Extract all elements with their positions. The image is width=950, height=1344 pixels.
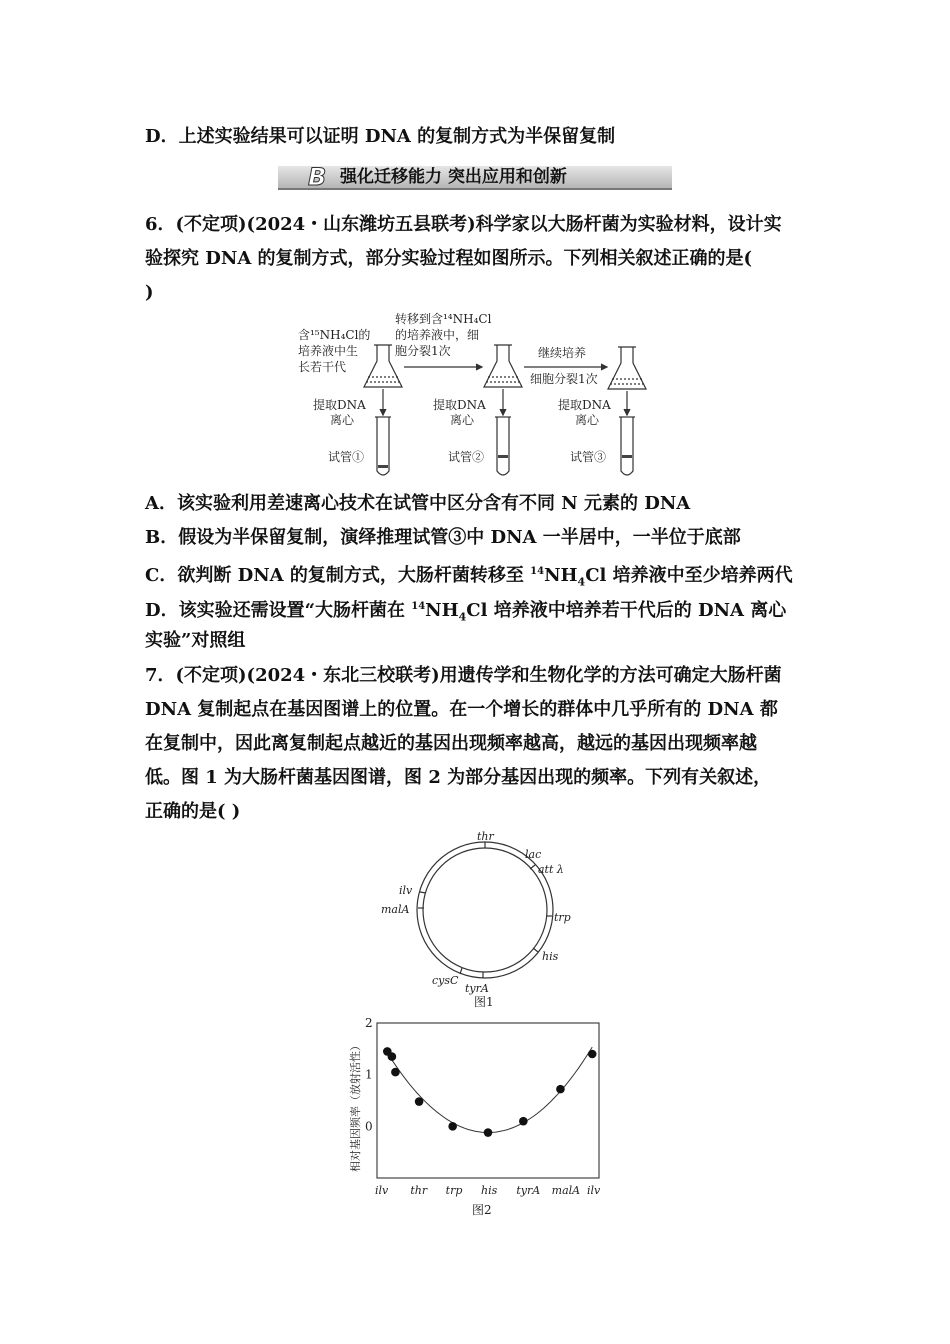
data-point xyxy=(588,1050,597,1059)
x-tick-label: ilv xyxy=(587,1184,601,1197)
q7-stem-line3: 在复制中，因此离复制起点越近的基因出现频率越高，越远的基因出现频率越 xyxy=(145,733,757,754)
arrow-transfer-head xyxy=(476,364,482,370)
y-tick-label: 2 xyxy=(365,1016,373,1030)
data-point xyxy=(448,1122,457,1131)
test-tube-2 xyxy=(497,417,509,475)
gene-label-trp: trp xyxy=(554,911,571,924)
x-tick-label: tyrA xyxy=(516,1184,541,1197)
banner-letter: B xyxy=(308,163,327,191)
gene-map-figure xyxy=(370,830,600,1010)
banner-text: 强化迁移能力 突出应用和创新 xyxy=(340,167,567,187)
chart-ylabel: 相对基因频率（放射活性） xyxy=(349,1040,362,1172)
tube2-label: 试管② xyxy=(448,450,485,464)
extract-label-1a: 提取DNA xyxy=(313,398,366,412)
gene-map-inner-ring xyxy=(423,848,547,972)
extract-label-1b: 离心 xyxy=(330,413,355,427)
x-tick-label: malA xyxy=(551,1184,581,1197)
y-tick-label: 1 xyxy=(365,1067,373,1082)
test-tube-3 xyxy=(621,417,633,475)
flask1-label-l2: 培养液中生 xyxy=(298,344,359,358)
flask-2 xyxy=(484,345,522,387)
arrow1-label-l2: 的培养液中，细 xyxy=(395,328,480,342)
option-d-previous: D．上述实验结果可以证明 DNA 的复制方式为半保留复制 xyxy=(145,126,616,147)
flask-3 xyxy=(608,347,646,389)
flask1-label-l1: 含¹⁵NH₄Cl的 xyxy=(298,328,371,342)
arrow-continue-head xyxy=(601,364,607,370)
arrow1-label-l1: 转移到含¹⁴NH₄Cl xyxy=(395,312,492,326)
data-point xyxy=(484,1128,493,1137)
extract-label-2b: 离心 xyxy=(450,413,475,427)
flask1-label-l3: 长若干代 xyxy=(298,360,347,374)
data-point xyxy=(519,1117,528,1126)
data-point xyxy=(388,1052,397,1061)
q7-stem-line1: 7．(不定项)(2024・东北三校联考)用遗传学和生物化学的方法可确定大肠杆菌 xyxy=(145,665,782,686)
arrow2-label-l2: 细胞分裂1次 xyxy=(530,372,598,386)
section-banner xyxy=(278,162,672,192)
data-point xyxy=(415,1097,424,1106)
data-point xyxy=(391,1068,400,1077)
x-tick-label: thr xyxy=(410,1184,428,1197)
extract-label-3b: 离心 xyxy=(575,413,600,427)
q6-stem-line3: ) xyxy=(145,282,154,303)
q7-stem-line2: DNA 复制起点在基因图谱上的位置。在一个增长的群体中几乎所有的 DNA 都 xyxy=(145,699,778,720)
gene-label-malA: malA xyxy=(381,903,410,916)
x-tick-label: trp xyxy=(445,1184,463,1197)
figure1-caption: 图1 xyxy=(474,995,494,1009)
gene-label-tyrA: tyrA xyxy=(465,982,489,995)
x-tick-label: his xyxy=(481,1184,498,1197)
gene-label-lac: lac xyxy=(525,848,542,861)
figure2-caption: 图2 xyxy=(472,1203,492,1217)
gene-label-ilv: ilv xyxy=(399,884,413,897)
tube3-band-mid xyxy=(622,455,632,458)
extract-label-2a: 提取DNA xyxy=(433,398,486,412)
q6-option-b: B．假设为半保留复制，演绎推理试管③中 DNA 一半居中，一半位于底部 xyxy=(145,527,741,548)
q6-option-c: C．欲判断 DNA 的复制方式，大肠杆菌转移至 $^{14}NH_4Cl$ 培养液中至少培养两代 xyxy=(145,565,793,589)
arrow1-label-l3: 胞分裂1次 xyxy=(395,344,451,358)
gene-label-his: his xyxy=(542,950,559,963)
q6-experiment-diagram xyxy=(280,305,670,485)
q7-stem-line5: 正确的是( ) xyxy=(145,801,241,822)
tube3-label: 试管③ xyxy=(570,450,607,464)
chart-frame xyxy=(377,1023,599,1178)
q6-stem-line1: 6．(不定项)(2024・山东潍坊五县联考)科学家以大肠杆菌为实验材料，设计实 xyxy=(145,214,782,235)
tube2-band xyxy=(498,455,508,458)
q6-option-d-line2: 实验”对照组 xyxy=(145,630,246,651)
extract-label-3a: 提取DNA xyxy=(558,398,611,412)
arrow2-label-l1: 继续培养 xyxy=(538,346,587,360)
y-tick-label: 0 xyxy=(365,1119,373,1134)
gene-label-cysC: cysC xyxy=(432,974,459,987)
q7-stem-line4: 低。图 1 为大肠杆菌基因图谱，图 2 为部分基因出现的频率。下列有关叙述， xyxy=(145,767,772,788)
data-point xyxy=(556,1085,565,1094)
gene-label-thr: thr xyxy=(477,830,494,843)
tube1-band xyxy=(378,465,388,468)
q6-option-d-line1: D．该实验还需设置“大肠杆菌在 $^{14}NH_4Cl$ 培养液中培养若干代后的 DNA 离心 xyxy=(145,600,787,624)
gene-frequency-chart xyxy=(345,1012,620,1222)
x-tick-label: ilv xyxy=(375,1184,389,1197)
tube1-label: 试管① xyxy=(328,450,365,464)
q6-stem-line2: 验探究 DNA 的复制方式，部分实验过程如图所示。下列相关叙述正确的是( xyxy=(145,248,753,269)
gene-map-outer-ring xyxy=(417,842,553,978)
q6-option-a: A．该实验利用差速离心技术在试管中区分含有不同 N 元素的 DNA xyxy=(145,493,691,514)
gene-label-att: att λ xyxy=(538,863,564,876)
